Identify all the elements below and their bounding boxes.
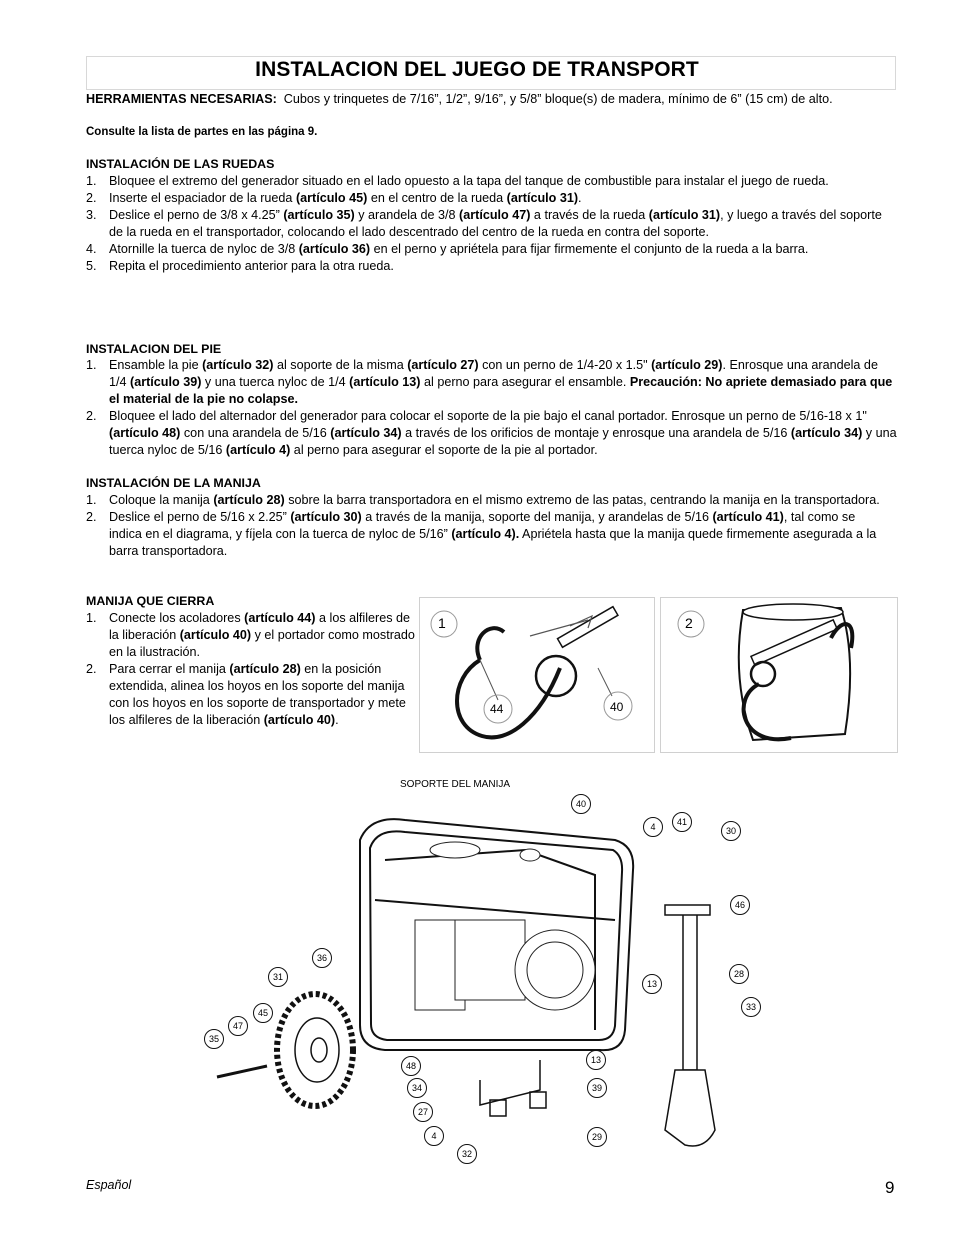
- list-item: 1. Bloquee el extremo del generador situado en el lado opuesto a la tapa del tanque de combustible para instalar el juego de rueda.: [86, 174, 829, 188]
- list-item: 2. Deslice el perno de 5/16 x 2.25” (artículo 30) a través de la manija, soporte del manija, y arandelas de 5/16 (artículo 41), tal como se indica en el diagrama, y fíjela con la tuerca de nyloc de 5/16” (artículo 4). Apriétela hasta que la manija quede firmemente asegurada a la barra transportadora.: [86, 510, 877, 558]
- diagram-callout: 29: [587, 1127, 607, 1147]
- list-item: 2. Para cerrar el manija (artículo 28) en la posición extendida, alinea los hoyos en los soporte del manija con los hoyos en los soporte de transportador y mete los alfileres de la liberación (artículo 40).: [86, 662, 406, 727]
- diagram-callout: 4: [424, 1126, 444, 1146]
- diagram-callout: 33: [741, 997, 761, 1017]
- diagram-callout: 46: [730, 895, 750, 915]
- list-item: 5. Repita el procedimiento anterior para la otra rueda.: [86, 259, 394, 273]
- list-item: 1. Conecte los acoladores (artículo 44) a los alfileres de la liberación (artículo 40) y el portador como mostrado en la ilustración.: [86, 611, 415, 659]
- diagram-callout: 35: [204, 1029, 224, 1049]
- diagram-callout: 30: [721, 821, 741, 841]
- handle-steps: [86, 492, 886, 560]
- list-item: 1. Coloque la manija (artículo 28) sobre la barra transportadora en el mismo extremo de las patas, centrando la manija en la transportadora.: [86, 493, 880, 507]
- tools-text: Cubos y trinquetes de 7/16”, 1/2”, 9/16”, y 5/8” bloque(s) de madera, mínimo de 6” (15 cm) de alto.: [283, 92, 833, 106]
- figure-2: [660, 597, 898, 753]
- diagram-callout: 34: [407, 1078, 427, 1098]
- list-item: 4. Atornille la tuerca de nyloc de 3/8 (artículo 36) en el perno y apriétela para fijar firmemente el conjunto de la rueda a la barra.: [86, 242, 809, 256]
- diagram-callout: 32: [457, 1144, 477, 1164]
- diagram-callout: 45: [253, 1003, 273, 1023]
- tools-paragraph: [86, 91, 898, 108]
- wheels-steps: [86, 173, 898, 275]
- diagram-callout: 48: [401, 1056, 421, 1076]
- tools-label: HERRAMIENTAS NECESARIAS:: [86, 92, 277, 106]
- soporte-label: SOPORTE DEL MANIJA: [400, 779, 511, 790]
- release-pin-figure-1: [420, 598, 654, 752]
- figure-1: [419, 597, 655, 753]
- section-heading-handle: INSTALACIÓN DE LA MANIJA: [86, 476, 261, 490]
- figure-number: 2: [685, 615, 693, 631]
- page-number: 9: [885, 1178, 895, 1197]
- page-title: INSTALACION DEL JUEGO DE TRANSPORT: [255, 58, 699, 81]
- lock-steps: [86, 610, 418, 729]
- diagram-callout: 39: [587, 1078, 607, 1098]
- diagram-callout: 4: [643, 817, 663, 837]
- diagram-callout: 28: [729, 964, 749, 984]
- list-item: 1. Ensamble la pie (artículo 32) al soporte de la misma (artículo 27) con un perno de 1/4-20 x 1.5" (artículo 29). Enrosque una arandela de 1/4 (artículo 39) y una tuerca nyloc de 1/4 (artículo 13) al perno para asegurar el ensamble. Precaución: No apriete demasiado para que el material de la pie no colapse.: [86, 358, 893, 406]
- diagram-callout: 41: [672, 812, 692, 832]
- see-parts-note: Consulte la lista de partes en las página 9.: [86, 126, 318, 138]
- section-heading-wheels: INSTALACIÓN DE LAS RUEDAS: [86, 157, 275, 171]
- footer-language: Español: [86, 1178, 132, 1192]
- figure-number: 1: [438, 615, 446, 631]
- section-heading-foot: INSTALACION DEL PIE: [86, 342, 222, 356]
- diagram-callout: 40: [571, 794, 591, 814]
- diagram-callout: 13: [642, 974, 662, 994]
- list-item: 3. Deslice el perno de 3/8 x 4.25” (artículo 35) y arandela de 3/8 (artículo 47) a través de la rueda (artículo 31), y luego a través del soporte de la rueda en el transportador, colocando el lado descentrado del centro de la rueda en contra del soporte.: [86, 208, 882, 239]
- diagram-callout: 47: [228, 1016, 248, 1036]
- release-pin-figure-2: [661, 598, 897, 752]
- callout-40: 40: [610, 700, 624, 714]
- diagram-callout: 36: [312, 948, 332, 968]
- diagram-callout: 13: [586, 1050, 606, 1070]
- diagram-callout: 27: [413, 1102, 433, 1122]
- section-heading-lock: MANIJA QUE CIERRA: [86, 594, 215, 608]
- diagram-callout: 31: [268, 967, 288, 987]
- foot-steps: [86, 357, 898, 459]
- list-item: 2. Bloquee el lado del alternador del generador para colocar el soporte de la pie bajo el canal portador. Enrosque un perno de 5/16-18 x 1" (artículo 48) con una arandela de 5/16 (artículo 34) a través de los orificios de montaje y enrosque una arandela de 5/16 (artículo 34) y una tuerca nyloc de 5/16 (artículo 4) al perno para asegurar el soporte de la pie al portador.: [86, 409, 897, 457]
- callout-44: 44: [490, 702, 504, 716]
- list-item: 2. Inserte el espaciador de la rueda (artículo 45) en el centro de la rueda (artículo 31).: [86, 191, 582, 205]
